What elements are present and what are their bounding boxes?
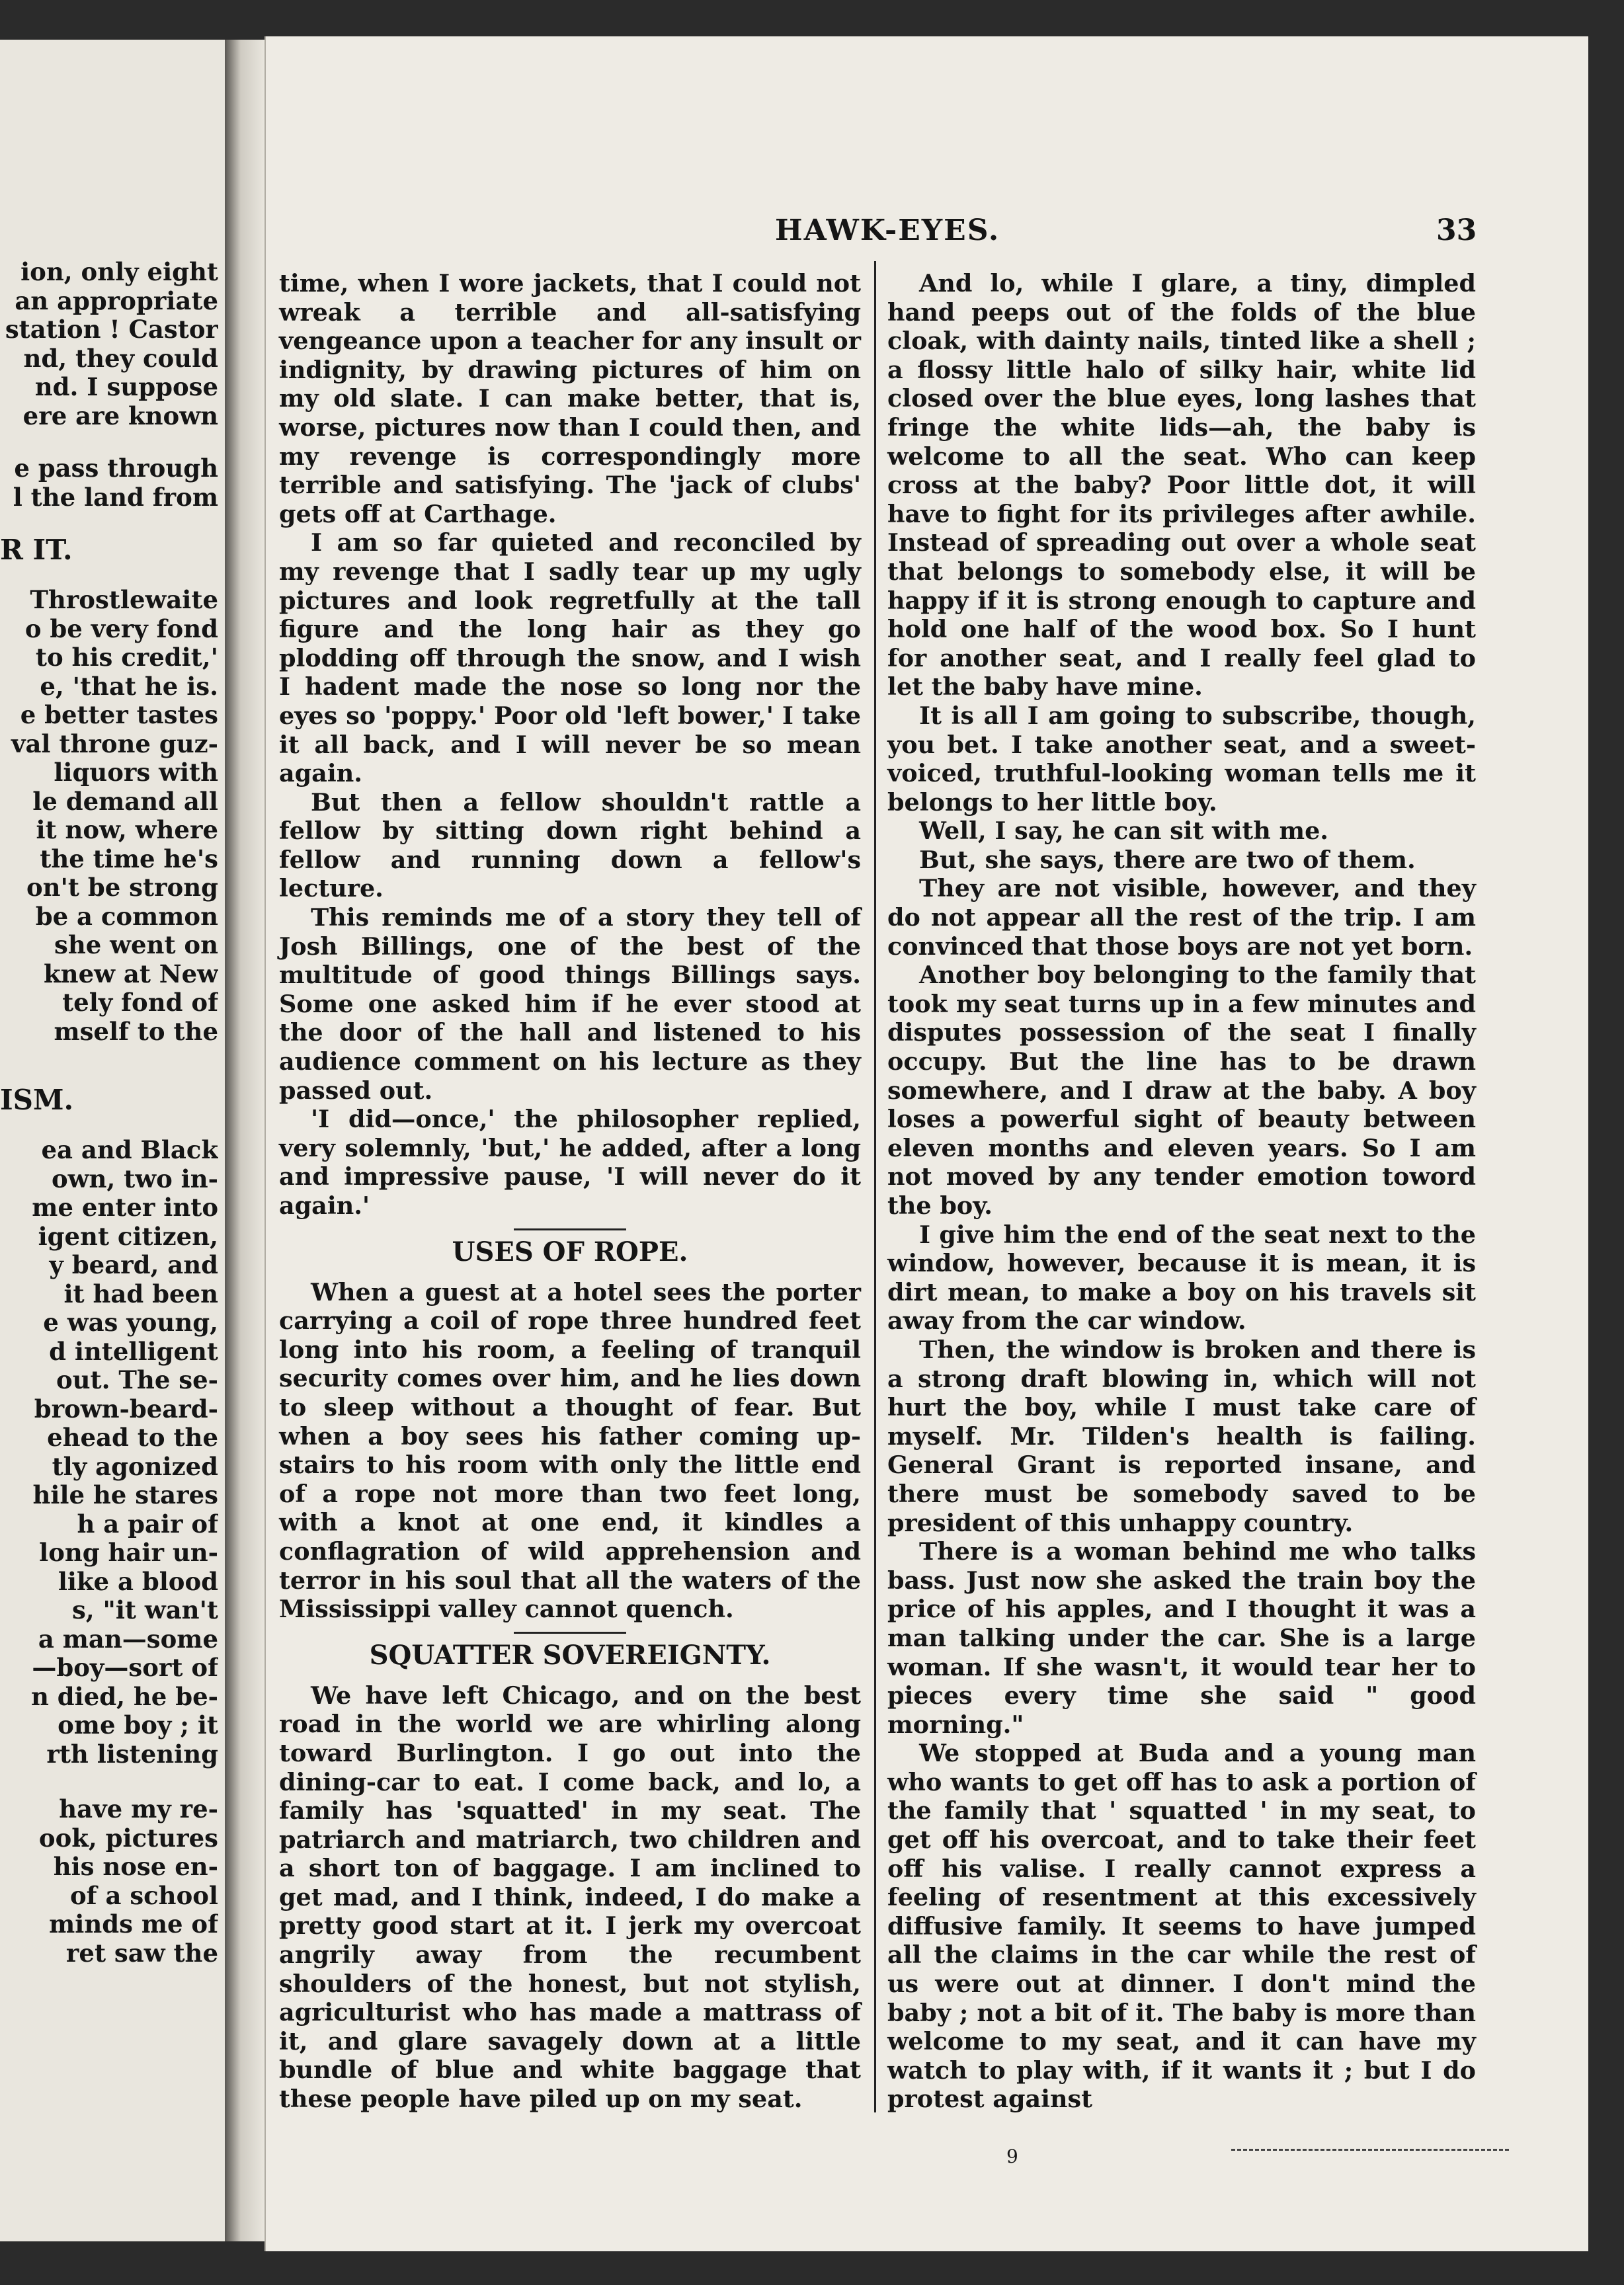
facing-line: h a pair of [77, 1509, 218, 1539]
facing-line: igent citizen, [38, 1222, 218, 1251]
facing-lines-e [0, 1795, 218, 1968]
facing-line: ehead to the [47, 1423, 218, 1452]
book-page [264, 36, 1588, 2251]
facing-line: hile he stares [32, 1481, 218, 1509]
paragraph: When a guest at a hotel sees the porter carrying a coil of rope three hundred feet long into his room, a feeling of tranquil security comes over him, and he lies down to sleep without a thought of fear. But when a boy sees his father coming up-stairs to his room with only the little end of a rope not more than two feet long, with a knot at one end, it kindles a conflagration of wild apprehension and terror in his soul that all the waters of the Mississippi valley cannot quench. [279, 1277, 861, 1624]
section-rule [514, 1632, 626, 1634]
facing-line: val throne guz- [11, 729, 218, 758]
facing-line: out. The se- [56, 1366, 218, 1394]
facing-line: ion, only eight [20, 258, 218, 286]
facing-line: e, 'that he is. [40, 672, 218, 701]
facing-line: it had been [63, 1279, 218, 1308]
facing-line: —boy—sort of [32, 1654, 218, 1682]
facing-heading: ISM. [0, 1086, 74, 1116]
facing-line: e was young, [43, 1308, 218, 1337]
facing-line: le demand all [32, 787, 218, 816]
paragraph: time, when I wore jackets, that I could not wreak a terrible and all-satisfying vengeance upon a teacher for any insult or indignity, by drawing pictures of him on my old slate. I can make better, that is, worse, pictures now than I could then, and my revenge is correspondingly more terrible and satisfying. The 'jack of clubs' gets off at Carthage. [279, 269, 861, 528]
paragraph: But then a fellow shouldn't rattle a fellow by sitting down right behind a fellow and running down a fellow's lecture. [279, 787, 861, 903]
facing-line: Throstlewaite [30, 586, 218, 614]
facing-lines-c [0, 586, 218, 1046]
book-gutter [225, 40, 264, 2241]
paragraph: Well, I say, he can sit with me. [919, 817, 1329, 846]
facing-line: y beard, and [49, 1251, 218, 1279]
facing-line: his nose en- [53, 1853, 218, 1881]
section-heading: USES OF ROPE. [452, 1236, 688, 1267]
facing-line: an appropriate [15, 286, 218, 315]
facing-line: s, "it wan't [71, 1596, 218, 1624]
facing-line: minds me of [49, 1910, 218, 1939]
facing-line: n died, he be- [31, 1682, 218, 1711]
footer-rule [1231, 2149, 1509, 2151]
facing-line: the time he's [40, 844, 218, 873]
facing-line: like a blood [58, 1567, 218, 1596]
paragraph: We stopped at Buda and a young man who wants to get off has to ask a portion of the family that ' squatted ' in my seat, to get off his overcoat, and to take their feet off his valise. I really cannot express a feeling of resentment at this excessively diffusive family. It seems to have jumped all the claims in the car while the rest of us were out at dinner. I don't mind the baby ; not a bit of it. The baby is more than welcome to my seat, and it can have my watch to play with, if it wants it ; but I do protest against [887, 1739, 1476, 2114]
facing-line: long hair un- [39, 1539, 218, 1567]
facing-line: to his credit,' [35, 643, 218, 672]
section-heading: SQUATTER SOVEREIGNTY. [369, 1639, 771, 1671]
facing-line: e pass through [14, 454, 218, 483]
paragraph: Then, the window is broken and there is a strong draft blowing in, which will not hurt the boy, while I must take care of myself. Mr. Tilden's health is failing. General Grant is reported insane, and there must be somebody saved to be president of this unhappy country. [887, 1335, 1476, 1537]
paragraph: And lo, while I glare, a tiny, dimpled hand peeps out of the folds of the blue cloak, with dainty nails, tinted like a shell ; a flossy little halo of silky hair, white lid closed over the blue eyes, long lashes that fringe the white lids—ah, the baby is welcome to all the seat. Who can keep cross at the baby? Poor little dot, it will have to fight for its privileges after awhile. Instead of spreading out over a whole seat that belongs to somebody else, it will be happy if it is strong enough to capture and hold one half of the wood box. So I hunt for another seat, and I really feel glad to let the baby have mine. [887, 269, 1476, 702]
facing-line: she went on [54, 931, 218, 959]
column-divider [874, 261, 876, 2112]
facing-page-fragment [0, 40, 227, 2241]
facing-lines-a [0, 258, 218, 430]
facing-line: liquors with [54, 758, 218, 787]
paragraph: It is all I am going to subscribe, though, you bet. I take another seat, and a sweet-voiced, truthful-looking woman tells me it belongs to her little boy. [887, 701, 1476, 817]
paragraph: There is a woman behind me who talks bass. Just now she asked the train boy the price of his apples, and I thought it was a man talking under the car. She is a large woman. If she wasn't, it would tear her to pieces every time she said " good morning." [887, 1537, 1476, 1739]
facing-line: on't be strong [26, 873, 218, 902]
facing-line: d intelligent [49, 1337, 218, 1366]
paragraph: I give him the end of the seat next to the window, however, because it is mean, it is dirt mean, to make a boy on his travels sit away from the car window. [887, 1220, 1476, 1336]
facing-line: ret saw the [65, 1939, 218, 1968]
facing-page-text [0, 258, 218, 1968]
paragraph: Another boy belonging to the family that took my seat turns up in a few minutes and disputes possession of the seat I finally occupy. But the line has to be drawn somewhere, and I draw at the baby. A boy loses a powerful sight of beauty between eleven months and eleven years. So I am not moved by any tender emotion toword the boy. [887, 961, 1476, 1220]
text-column-right [887, 269, 1476, 2114]
facing-line: mself to the [54, 1017, 218, 1046]
facing-line: ea and Black [41, 1136, 218, 1164]
facing-line: ook, pictures [38, 1824, 218, 1853]
page-number: 33 [1436, 214, 1477, 247]
facing-line: own, two in- [51, 1164, 218, 1193]
facing-line: tely fond of [62, 988, 218, 1017]
paragraph: We have left Chicago, and on the best road in the world we are whirling along toward Burlington. I go out into the dining-car to eat. I come back, and lo, a family has 'squatted' in my seat. The patriarch and matriarch, two children and a short ton of baggage. I am inclined to get mad, and I think, indeed, I do make a pretty good start at it. I jerk my overcoat angrily away from the recumbent shoulders of the honest, but not stylish, agriculturist who has made a mattrass of it, and glare savagely down at a little bundle of blue and white baggage that these people have piled up on my seat. [279, 1681, 861, 2114]
facing-line: e better tastes [20, 701, 218, 729]
section-rule [514, 1228, 626, 1230]
facing-line: of a school [69, 1881, 218, 1910]
facing-line: nd, they could [23, 344, 218, 373]
page-title: HAWK-EYES. [775, 214, 1000, 247]
facing-lines-b [0, 454, 218, 512]
facing-heading: R IT. [0, 536, 73, 566]
facing-line: rth listening [46, 1740, 218, 1769]
paragraph: They are not visible, however, and they do not appear all the rest of the trip. I am convinced that those boys are not yet born. [887, 874, 1476, 961]
paragraph: But, she says, there are two of them. [919, 845, 1416, 874]
facing-line: station ! Castor [5, 315, 218, 344]
facing-line: brown-beard- [34, 1394, 218, 1423]
facing-line: a man—some [38, 1624, 218, 1654]
paragraph: I am so far quieted and reconciled by my revenge that I sadly tear up my ugly pictures and look regretfully at the tall figure and the long hair as they go plodding off through the snow, and I wish I hadent made the nose so long nor the eyes so 'poppy.' Poor old 'left bower,' I take it all back, and I will never be so mean again. [279, 528, 861, 788]
text-column-left [279, 269, 861, 2114]
facing-lines-d [0, 1136, 218, 1769]
facing-line: knew at New [44, 959, 218, 988]
running-head [266, 214, 1588, 253]
signature-mark: 9 [1006, 2145, 1018, 2167]
facing-line: l the land from [13, 483, 218, 512]
facing-line: it now, where [36, 816, 218, 844]
facing-line: o be very fond [24, 614, 218, 643]
facing-line: ome boy ; it [58, 1711, 218, 1740]
facing-line: ere are known [22, 401, 218, 430]
facing-line: be a common [35, 902, 218, 931]
paragraph: This reminds me of a story they tell of Josh Billings, one of the best of the multitude of good things Billings says. Some one asked him if he ever stood at the door of the hall and listened to his audience comment on his lecture as they passed out. [279, 903, 861, 1105]
facing-line: have my re- [59, 1795, 218, 1824]
facing-line: me enter into [32, 1193, 218, 1222]
facing-line: nd. I suppose [34, 373, 218, 401]
paragraph: 'I did—once,' the philosopher replied, very solemnly, 'but,' he added, after a long and impressive pause, 'I will never do it again.' [279, 1105, 861, 1220]
facing-line: tly agonized [52, 1452, 218, 1481]
